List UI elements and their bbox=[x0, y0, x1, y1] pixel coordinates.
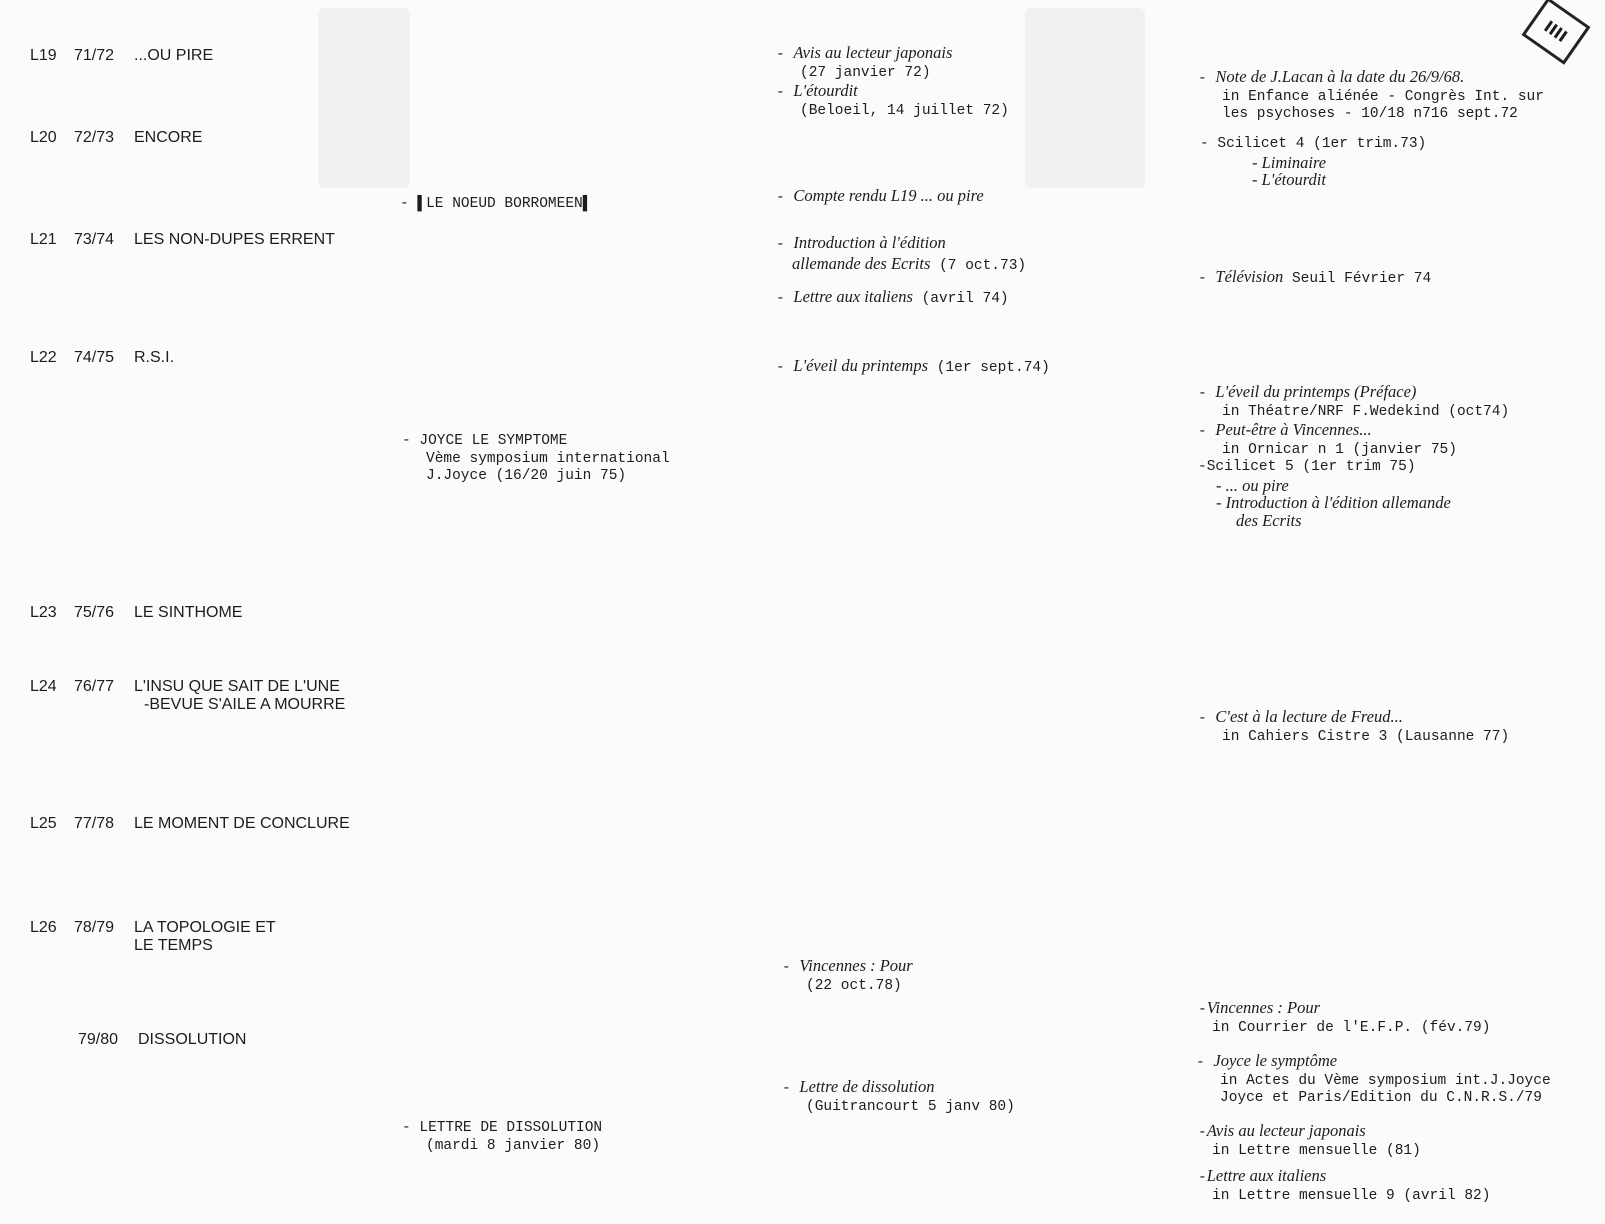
entry-line: - Avis au lecteur japonais bbox=[776, 43, 953, 63]
eveil-printemps-entry: - L'éveil du printemps (1er sept.74) bbox=[776, 356, 1050, 376]
entry-title: - LETTRE DE DISSOLUTION bbox=[402, 1120, 603, 1136]
entry-date: (27 janvier 72) bbox=[800, 64, 931, 81]
seminar-code: L22 bbox=[30, 349, 57, 366]
seminar-years: 71/72 bbox=[74, 47, 115, 64]
seminar-title-line: LA TOPOLOGIE ET bbox=[134, 919, 276, 936]
seminar-title: LE SINTHOME bbox=[134, 604, 243, 621]
seminar-title: R.S.I. bbox=[134, 349, 175, 366]
entry-source: in Cahiers Cistre 3 (Lausanne 77) bbox=[1222, 728, 1510, 745]
noeud-borromeen-entry bbox=[400, 196, 591, 214]
seminar-title: LE MOMENT DE CONCLURE bbox=[134, 815, 350, 832]
entry-title: Joyce le symptôme bbox=[1213, 1051, 1338, 1070]
entry-title: allemande des Ecrits bbox=[792, 253, 931, 273]
entry-title: - JOYCE LE SYMPTOME bbox=[402, 433, 568, 449]
entry-item: des Ecrits bbox=[1236, 510, 1302, 530]
seminar-code: L26 bbox=[30, 919, 57, 936]
entry-line: - L'étourdit bbox=[776, 81, 858, 101]
television-entry: - Télévision Seuil Février 74 bbox=[1198, 267, 1432, 287]
seminar-years: 77/78 bbox=[74, 815, 115, 832]
seminar-years: 78/79 bbox=[74, 919, 115, 936]
seminar-years: 73/74 bbox=[74, 231, 115, 248]
entry-title: L'étourdit bbox=[793, 81, 858, 100]
entry-title: Télévision bbox=[1215, 267, 1284, 286]
entry-title: Avis au lecteur japonais bbox=[793, 43, 953, 62]
entry-source: in Lettre mensuelle 9 (avril 82) bbox=[1212, 1187, 1491, 1204]
seminar-title bbox=[134, 678, 345, 714]
entry-date: (Guitrancourt 5 janv 80) bbox=[806, 1098, 1015, 1115]
entry-line: (mardi 8 janvier 80) bbox=[426, 1137, 601, 1154]
entry-title: Peut-être à Vincennes... bbox=[1215, 420, 1372, 439]
stamp-text: IIII bbox=[1540, 16, 1572, 46]
entry-date: (7 oct.73) bbox=[939, 257, 1027, 274]
seminar-title bbox=[134, 919, 276, 955]
seminar-years: 75/76 bbox=[74, 604, 115, 621]
entry-title: L'éveil du printemps bbox=[793, 356, 929, 375]
seminar-years: 74/75 bbox=[74, 349, 115, 366]
entry-item: - Introduction à l'édition allemande bbox=[1216, 493, 1451, 512]
entry-title: L'éveil du printemps (Préface) bbox=[1215, 382, 1417, 401]
scilicet-4-entry bbox=[1200, 136, 1426, 189]
entry-title: - ▌LE NOEUD BORROMEEN▌ bbox=[400, 196, 592, 212]
entry-item: - Liminaire bbox=[1252, 152, 1327, 172]
compte-rendu-entry: - Compte rendu L19 ... ou pire bbox=[776, 186, 984, 206]
seminar-years: 79/80 bbox=[78, 1031, 119, 1048]
entry-title: Lettre de dissolution bbox=[799, 1077, 935, 1096]
entry-source: in Théatre/NRF F.Wedekind (oct74) bbox=[1222, 403, 1510, 420]
lettre-dissolution-entry bbox=[402, 1120, 602, 1155]
entry-title: Vincennes : Pour bbox=[1206, 998, 1321, 1017]
scan-smudge-left bbox=[318, 8, 410, 188]
entry-date: (1er sept.74) bbox=[936, 360, 1050, 376]
seminar-title: ENCORE bbox=[134, 129, 203, 146]
lecture-freud-entry: - C'est à la lecture de Freud... in Cahiers Cistre 3 (Lausanne 77) bbox=[1198, 707, 1510, 745]
avis-mensuelle-entry: -Avis au lecteur japonais in Lettre mensuelle (81) bbox=[1198, 1121, 1421, 1159]
entry-source: in Actes du Vème symposium int.J.Joyce bbox=[1220, 1072, 1551, 1089]
joyce-actes-entry: - Joyce le symptôme in Actes du Vème symposium int.J.Joyce Joyce et Paris/Edition du C.N.R.S./79 bbox=[1196, 1051, 1551, 1106]
seminar-code: L23 bbox=[30, 604, 57, 621]
lettre-italiens-entry: - Lettre aux italiens (avril 74) bbox=[776, 287, 1009, 307]
avis-lecteur-entry bbox=[776, 44, 1009, 120]
entry-title: - Scilicet 4 (1er trim.73) bbox=[1200, 136, 1427, 152]
vincennes-courrier-entry: -Vincennes : Pour in Courrier de l'E.F.P. (fév.79) bbox=[1198, 998, 1491, 1036]
italiens-mensuelle-entry: -Lettre aux italiens in Lettre mensuelle 9 (avril 82) bbox=[1198, 1166, 1491, 1204]
joyce-symptome-entry bbox=[402, 433, 670, 486]
seminar-code: L19 bbox=[30, 47, 57, 64]
entry-date: (22 oct.78) bbox=[806, 977, 902, 994]
vincennes-entry: - Vincennes : Pour (22 oct.78) bbox=[782, 956, 913, 994]
entry-source: in Courrier de l'E.F.P. (fév.79) bbox=[1212, 1019, 1491, 1036]
entry-source: Joyce et Paris/Edition du C.N.R.S./79 bbox=[1220, 1090, 1542, 1106]
entry-date: (Beloeil, 14 juillet 72) bbox=[800, 102, 1009, 119]
eveil-preface-entry: - L'éveil du printemps (Préface) in Théatre/NRF F.Wedekind (oct74) - Peut-être à Vincennes... in Ornicar n 1 (janvier 75) -Scilicet 5 (1er trim 75) - ... ou pire - Introduction à l'édition allemande des Ecrits bbox=[1198, 382, 1510, 530]
entry-source: in Ornicar n 1 (janvier 75) bbox=[1222, 441, 1457, 458]
entry-title: Lettre aux italiens bbox=[793, 287, 913, 306]
seminar-code: L25 bbox=[30, 815, 57, 832]
seminar-title: ...OU PIRE bbox=[134, 47, 214, 64]
entry-line: J.Joyce (16/20 juin 75) bbox=[426, 468, 627, 484]
entry-title: Note de J.Lacan à la date du 26/9/68. bbox=[1215, 67, 1465, 86]
entry-source: les psychoses - 10/18 n716 sept.72 bbox=[1222, 106, 1518, 122]
note-lacan-entry: - Note de J.Lacan à la date du 26/9/68. in Enfance aliénée - Congrès Int. sur les psychoses - 10/18 n716 sept.72 bbox=[1198, 67, 1544, 122]
seminar-code: L24 bbox=[30, 678, 57, 695]
seminar-code: L21 bbox=[30, 231, 57, 248]
seminar-years: 72/73 bbox=[74, 129, 115, 146]
entry-title: Vincennes : Pour bbox=[799, 956, 913, 975]
entry-title: Avis au lecteur japonais bbox=[1206, 1121, 1366, 1140]
scan-smudge-right bbox=[1025, 8, 1145, 188]
entry-title: Compte rendu L19 ... ou pire bbox=[793, 186, 984, 205]
entry-title: C'est à la lecture de Freud... bbox=[1215, 707, 1403, 726]
seminar-years: 76/77 bbox=[74, 678, 115, 695]
entry-source: Seuil Février 74 bbox=[1291, 271, 1432, 287]
seminar-title-line: -BEVUE S'AILE A MOURRE bbox=[144, 696, 346, 713]
entry-title: -Scilicet 5 (1er trim 75) bbox=[1198, 459, 1416, 475]
entry-item: - ... ou pire bbox=[1216, 475, 1289, 495]
entry-title: Lettre aux italiens bbox=[1206, 1166, 1327, 1185]
seminar-title: LES NON-DUPES ERRENT bbox=[134, 231, 335, 248]
entry-item: - L'étourdit bbox=[1252, 170, 1326, 189]
introduction-entry: - Introduction à l'édition allemande des Ecrits (7 oct.73) bbox=[776, 233, 1027, 274]
entry-source: in Lettre mensuelle (81) bbox=[1212, 1142, 1421, 1159]
seminar-title: DISSOLUTION bbox=[138, 1031, 247, 1048]
seminar-code: L20 bbox=[30, 129, 57, 146]
corner-stamp bbox=[1522, 0, 1591, 65]
entry-title: Introduction à l'édition bbox=[793, 233, 946, 252]
seminar-title-line: L'INSU QUE SAIT DE L'UNE bbox=[134, 678, 340, 695]
seminar-title-line: LE TEMPS bbox=[134, 937, 213, 954]
lettre-dissolution-text-entry: - Lettre de dissolution (Guitrancourt 5 janv 80) bbox=[782, 1077, 1015, 1115]
entry-line: Vème symposium international bbox=[426, 450, 670, 467]
entry-date: (avril 74) bbox=[921, 291, 1009, 307]
entry-source: in Enfance aliénée - Congrès Int. sur bbox=[1222, 88, 1544, 105]
